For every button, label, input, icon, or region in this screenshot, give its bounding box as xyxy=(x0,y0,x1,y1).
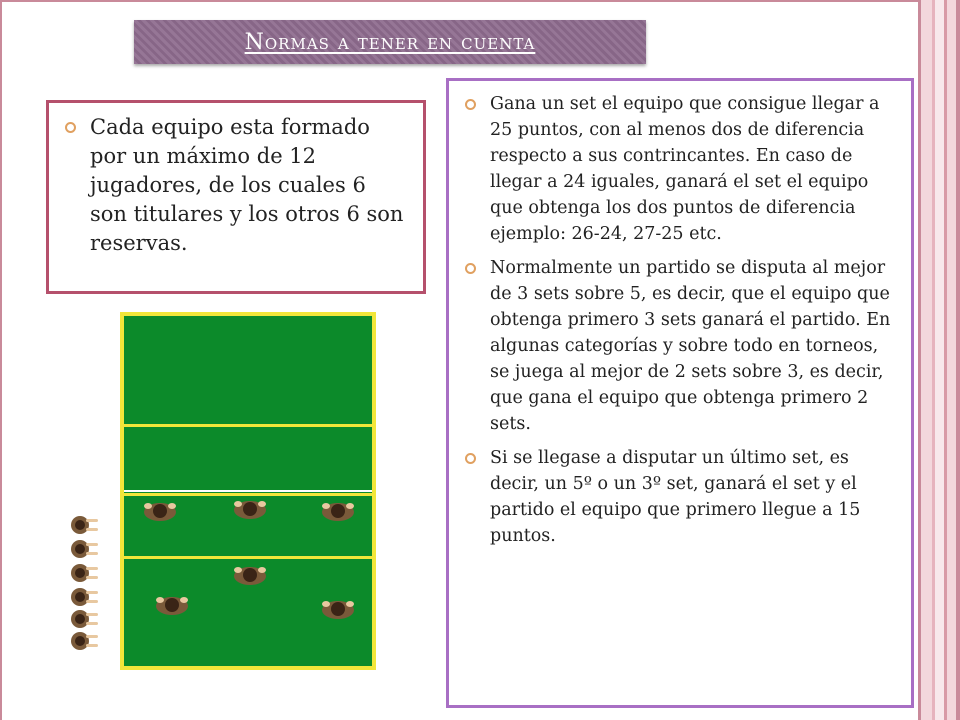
reserve-player-icon xyxy=(70,514,102,536)
right-bullet-text: Gana un set el equipo que consigue llegar a 25 puntos, con al menos dos de diferencia respecto a sus contrincantes. En caso de llegar a 24 iguales, ganará el set el equipo que obtenga los dos puntos de diferencia ejemplo: 26-24, 27-25 etc. xyxy=(490,94,880,244)
reserve-player-icon xyxy=(70,630,102,652)
reserve-player-icon xyxy=(70,586,102,608)
player-icon xyxy=(142,498,178,524)
court-net-line xyxy=(124,490,372,492)
slide-title: Normas a tener en cuenta xyxy=(244,29,536,55)
left-bullet-item xyxy=(65,113,409,258)
reserve-player-icon xyxy=(70,608,102,630)
slide-frame-left xyxy=(0,0,2,720)
left-text-box xyxy=(46,100,426,294)
bullet-circle-icon xyxy=(465,453,476,464)
bullet-circle-icon xyxy=(465,99,476,110)
player-icon xyxy=(320,596,356,622)
right-text-box xyxy=(446,78,914,708)
court-attack-line-near xyxy=(124,556,372,559)
player-icon xyxy=(154,592,190,618)
player-icon xyxy=(320,498,356,524)
bullet-circle-icon xyxy=(465,263,476,274)
bullet-circle-icon xyxy=(65,122,76,133)
title-banner xyxy=(134,20,646,64)
left-bullet-text: Cada equipo esta formado por un máximo de 12 jugadores, de los cuales 6 son titulares y los otros 6 son reservas. xyxy=(90,115,404,255)
court-attack-line-far xyxy=(124,424,372,427)
volleyball-court-illustration xyxy=(120,312,376,670)
reserve-player-icon xyxy=(70,562,102,584)
right-bullet-item xyxy=(465,255,901,437)
player-icon xyxy=(232,496,268,522)
right-bullet-item xyxy=(465,91,901,247)
right-bullet-text: Si se llegase a disputar un último set, es decir, un 5º o un 3º set, ganará el set y el partido el equipo que primero llegue a 15 puntos. xyxy=(490,448,861,546)
right-bullet-item xyxy=(465,445,901,549)
player-icon xyxy=(232,562,268,588)
slide-frame-right-stripes xyxy=(918,0,960,720)
reserve-player-icon xyxy=(70,538,102,560)
slide-frame-top xyxy=(0,0,922,2)
right-bullet-text: Normalmente un partido se disputa al mejor de 3 sets sobre 5, es decir, que el equipo que obtenga primero 3 sets ganará el partido. En algunas categorías y sobre todo en torneos, se juega al mejor de 2 sets sobre 3, es decir, que gana el equipo que obtenga primero 2 sets. xyxy=(490,258,891,434)
